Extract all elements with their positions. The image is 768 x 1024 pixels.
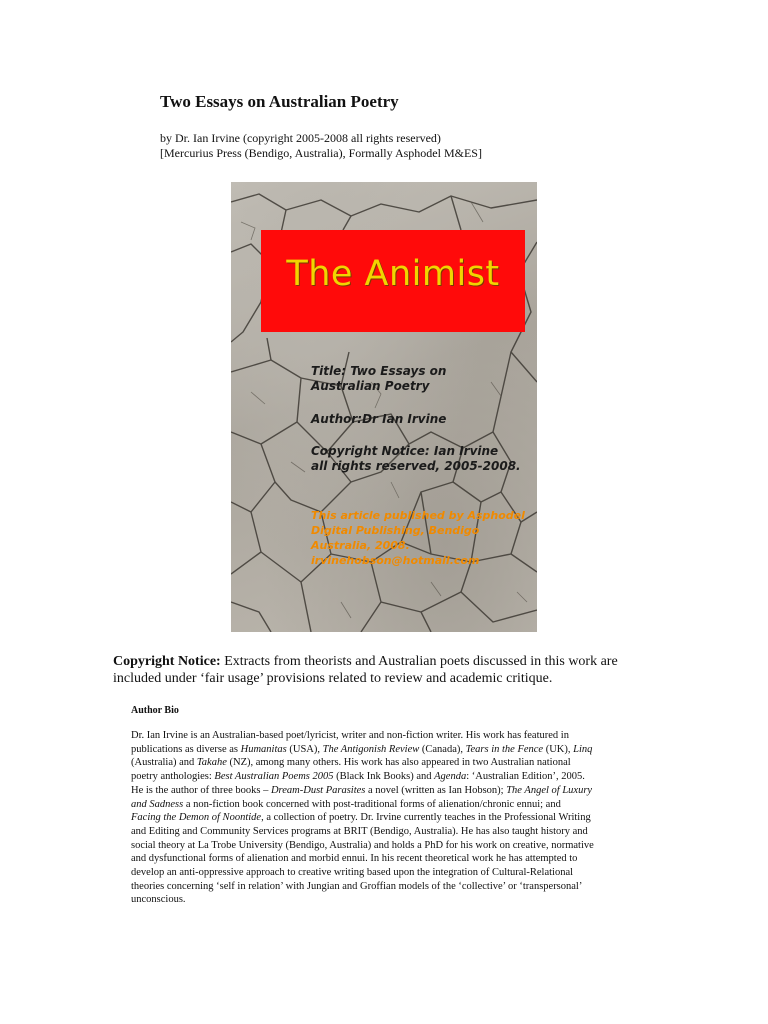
cover-publisher-line: This article published by Asphodel — [311, 509, 525, 522]
bio-line — [131, 893, 631, 907]
bio-italic-title: Agenda — [434, 771, 467, 783]
bio-italic-title: Facing the Demon of Noontide — [131, 812, 262, 824]
bio-line — [131, 798, 631, 812]
bio-line — [131, 770, 631, 784]
bio-italic-title: and Sadness — [131, 798, 184, 810]
author-bio-text — [131, 729, 631, 907]
bio-text: (NZ), among many others. His work has also appeared in two Australian national — [226, 757, 571, 769]
bio-text: , a collection of poetry. Dr. Irvine currently teaches in the Professional Writing — [261, 812, 591, 824]
bio-italic-title: The Angel of Luxury — [506, 784, 593, 796]
cover-image — [231, 182, 537, 632]
cover-title-text — [311, 364, 531, 394]
bio-italic-title: The Antigonish Review — [322, 743, 420, 755]
bio-line — [131, 839, 631, 853]
bio-line — [131, 743, 631, 757]
cover-publisher-text — [311, 508, 531, 568]
author-bio-heading: Author Bio — [131, 705, 179, 716]
bio-text: (UK), — [543, 743, 574, 755]
bio-text: : ‘Australian Edition’, 2005. — [466, 771, 585, 783]
byline-author: by Dr. Ian Irvine (copyright 2005-2008 all rights reserved) — [160, 131, 441, 145]
bio-line — [131, 729, 631, 743]
copyright-notice — [113, 653, 653, 687]
bio-text: He is the author of three books – — [131, 784, 271, 796]
bio-text: social theory at La Trobe University (Bendigo, Australia) and holds a PhD for his work on creative, normative — [131, 839, 594, 851]
bio-text: a non-fiction book concerned with post-traditional forms of alienation/chronic ennui; and — [183, 798, 561, 810]
cover-line: Australian Poetry — [311, 379, 430, 393]
bio-line — [131, 852, 631, 866]
cover-line: Copyright Notice: Ian Irvine — [311, 444, 499, 458]
bio-italic-title: Best Australian Poems 2005 — [214, 771, 334, 783]
cover-author-text — [311, 412, 531, 427]
bio-text: and Editing and Community Services programs at BRIT (Bendigo, Australia). He has also taught history and — [131, 825, 588, 837]
cover-banner-title: The Animist — [286, 254, 500, 294]
cover-copyright-text — [311, 444, 531, 474]
cover-publisher-line: Digital Publishing, Bendigo — [311, 524, 480, 537]
bio-text: (Canada), — [419, 743, 466, 755]
byline-publisher: [Mercurius Press (Bendigo, Australia), Formally Asphodel M&ES] — [160, 146, 482, 160]
bio-text: unconscious. — [131, 894, 186, 906]
bio-text: theories concerning ‘self in relation’ with Jungian and Groffian models of the ‘collective’ or ‘transpersonal’ — [131, 880, 583, 892]
bio-line — [131, 784, 631, 798]
bio-text: poetry anthologies: — [131, 771, 215, 783]
cover-line: Author:Dr Ian Irvine — [311, 412, 447, 426]
bio-line — [131, 811, 631, 825]
bio-line — [131, 756, 631, 770]
cover-line: Title: Two Essays on — [311, 364, 447, 378]
bio-italic-title: Linq — [573, 743, 593, 755]
bio-text: Dr. Ian Irvine is an Australian-based poet/lyricist, writer and non-fiction writer. His work has featured in — [131, 730, 569, 741]
bio-italic-title: Tears in the Fence — [465, 743, 544, 755]
bio-text: and dysfunctional forms of alienation and morbid ennui. In his recent theoretical work he has attempted to — [131, 853, 578, 865]
bio-italic-title: Humanitas — [240, 743, 287, 755]
bio-text: publications as diverse as — [131, 743, 241, 755]
cover-line: all rights reserved, 2005-2008. — [311, 459, 521, 473]
byline — [160, 131, 482, 161]
bio-text: (USA), — [286, 743, 323, 755]
bio-text: (Australia) and — [131, 757, 197, 769]
bio-text: (Black Ink Books) and — [333, 771, 435, 783]
bio-italic-title: Dream-Dust Parasites — [270, 784, 366, 796]
document-title: Two Essays on Australian Poetry — [160, 92, 399, 111]
bio-line — [131, 880, 631, 894]
bio-italic-title: Takahe — [196, 757, 227, 769]
cover-publisher-line: Australia, 2008. — [311, 539, 410, 552]
copyright-label: Copyright Notice: — [113, 654, 221, 669]
bio-text: a novel (written as Ian Hobson); — [365, 784, 507, 796]
bio-line — [131, 866, 631, 880]
bio-text: develop an anti-oppressive approach to creative writing based upon the integration of Cultural-Relational — [131, 867, 574, 879]
copyright-text: Extracts from theorists and Australian poets discussed in this work are included under ‘fair usage’ provisions related to review and academic critique. — [113, 654, 618, 686]
bio-line — [131, 825, 631, 839]
cover-publisher-email: irvinehobson@hotmail.com — [311, 554, 480, 567]
